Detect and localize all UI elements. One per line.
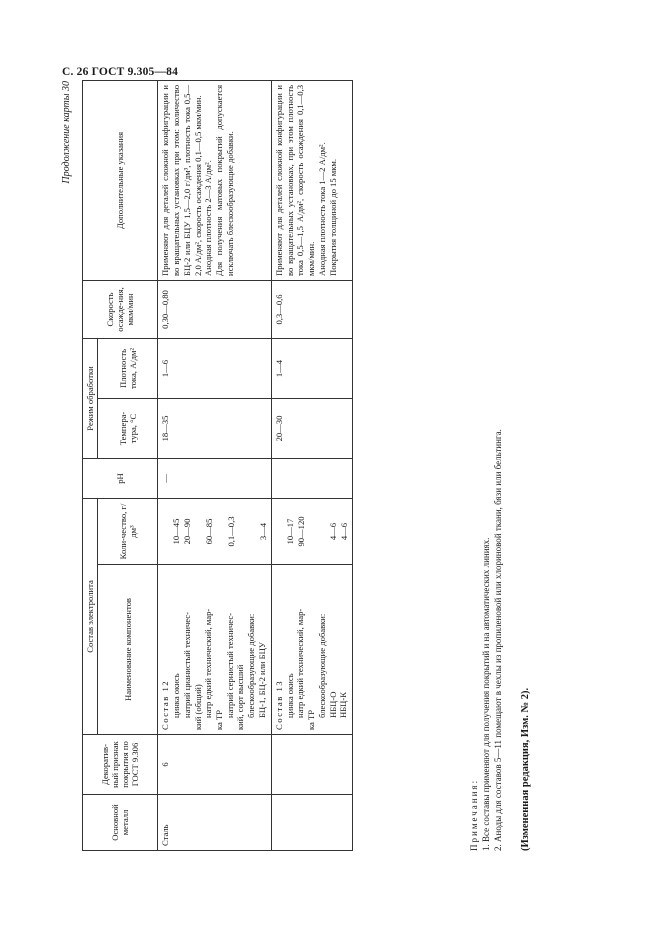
header-current-density: Плотность тока, А/дм² bbox=[98, 338, 158, 398]
component-item: натрий сернистый техничес- bbox=[224, 613, 235, 718]
speed-cell: 0,30—0,80 bbox=[158, 280, 272, 338]
component-item: НБЦ-К bbox=[338, 692, 349, 718]
header-speed: Скорость осажде-ния, мкм/мин bbox=[83, 280, 158, 338]
footnotes-heading: Примечания: bbox=[469, 778, 479, 851]
note-text: Анодная плотность 2—3 А/дм². bbox=[203, 160, 214, 276]
quantity-value: 10—17 bbox=[284, 518, 295, 545]
component-item: блескообразующие добавки: bbox=[316, 613, 327, 718]
quantity-value: 20—90 bbox=[182, 518, 193, 545]
quantity-value: 3—4 bbox=[258, 522, 269, 541]
quantity-value: 4—6 bbox=[328, 522, 339, 541]
quantity-value: 0,1—0,3 bbox=[225, 516, 236, 547]
component-item: кий (общий) bbox=[192, 684, 203, 730]
notes-cell bbox=[158, 80, 272, 280]
quantity-value: 90—120 bbox=[295, 516, 306, 547]
base-metal-cell bbox=[271, 795, 352, 851]
header-electrolyte: Состав электролита bbox=[83, 498, 98, 734]
component-item: кий, сорт высший bbox=[235, 664, 246, 730]
page-title: С. 26 ГОСТ 9.305—84 bbox=[62, 66, 179, 78]
note-text: Применяют для деталей сложной конфигурации и во вращательных установках, при этом плотность тока 0,5—1,5 А/дм², скорость осаждения 0,1—0,3 мкм/мин. bbox=[273, 84, 317, 276]
temperature-cell: 20—30 bbox=[271, 398, 352, 458]
note-text: Анодная плотность тока 1—2 А/дм². bbox=[316, 142, 327, 276]
note-text: Применяют для деталей сложной конфигурации и во вращательных установках при этом: количество БЦ-2 или БЦУ 1,5—2,0 г/дм³, плотность тока 0,5—2,0 А/дм², скорость осаждения 0,1—0,5 мкм/мин. bbox=[160, 84, 203, 276]
component-item: натрий цианистый техничес- bbox=[181, 612, 192, 718]
header-mode: Режим обработки bbox=[83, 338, 98, 458]
component-item: ка ТР bbox=[306, 709, 317, 730]
current-density-cell: 1—6 bbox=[158, 338, 272, 398]
quantity-value: 60—85 bbox=[203, 518, 214, 545]
note-text: Для получения матовых покрытий допускается исключать блескообразующие добавки. bbox=[213, 84, 235, 276]
decorative-cell bbox=[271, 735, 352, 795]
footnote-item: 2. Аноды для составов 5—11 помещают в чехлы из пропиленовой или хлориновой ткани, бязи или бельтинга. bbox=[493, 429, 504, 851]
footnotes bbox=[468, 81, 504, 851]
quantity-value: 4—6 bbox=[339, 522, 350, 541]
current-density-cell: 1—4 bbox=[271, 338, 352, 398]
table-row bbox=[158, 80, 272, 850]
rotated-page-content bbox=[61, 81, 642, 851]
component-item: натр едкий технический, мар- bbox=[295, 608, 306, 718]
speed-cell: 0,3—0,6 bbox=[271, 280, 352, 338]
header-base-metal: Основной металл bbox=[83, 795, 158, 851]
electrolyte-table bbox=[82, 80, 353, 851]
component-item: ка ТР bbox=[213, 709, 224, 730]
quantities-cell bbox=[271, 498, 352, 564]
components-cell bbox=[271, 565, 352, 735]
ph-cell: — bbox=[158, 458, 272, 498]
decorative-cell: 6 bbox=[158, 735, 272, 795]
header-temperature: Темпера-тура, °С bbox=[98, 398, 158, 458]
header-component-name: Наименование компонентов bbox=[98, 565, 158, 735]
continuation-label: Продолжение карты 30 bbox=[61, 81, 72, 184]
base-metal-cell: Сталь bbox=[158, 795, 272, 851]
temperature-cell: 18—35 bbox=[158, 398, 272, 458]
component-item: БЦ-1, БЦ-2 или БЦУ bbox=[256, 642, 267, 718]
component-item: цинка окись bbox=[171, 673, 182, 718]
components-cell bbox=[158, 565, 272, 735]
header-quantity: Коли-чество, г/дм³ bbox=[98, 498, 158, 564]
component-item: НБЦ-О bbox=[327, 691, 338, 718]
component-item: натр едкий технический, мар- bbox=[203, 608, 214, 718]
header-notes: Дополнительные указания bbox=[83, 80, 158, 280]
composition-title: Состав 12 bbox=[160, 679, 171, 730]
quantity-value: 10—45 bbox=[171, 518, 182, 545]
table-row bbox=[271, 80, 352, 850]
footnote-item: 1. Все составы применяют для получения покрытий и на автоматических линиях. bbox=[481, 537, 492, 851]
amendment-note: (Измененная редакция, Изм. № 2). bbox=[520, 687, 531, 851]
composition-title: Состав 13 bbox=[273, 679, 284, 730]
header-ph: pH bbox=[83, 458, 158, 498]
header-decorative: Декоратив-ный признак покрытия по ГОСТ 9.306 bbox=[83, 735, 158, 795]
note-text: Покрытия толщиной до 15 мкм. bbox=[327, 159, 338, 276]
component-item: блескообразующие добавки: bbox=[246, 613, 257, 718]
quantities-cell bbox=[158, 498, 272, 564]
notes-cell bbox=[271, 80, 352, 280]
ph-cell bbox=[271, 458, 352, 498]
component-item: цинка окись bbox=[284, 673, 295, 718]
